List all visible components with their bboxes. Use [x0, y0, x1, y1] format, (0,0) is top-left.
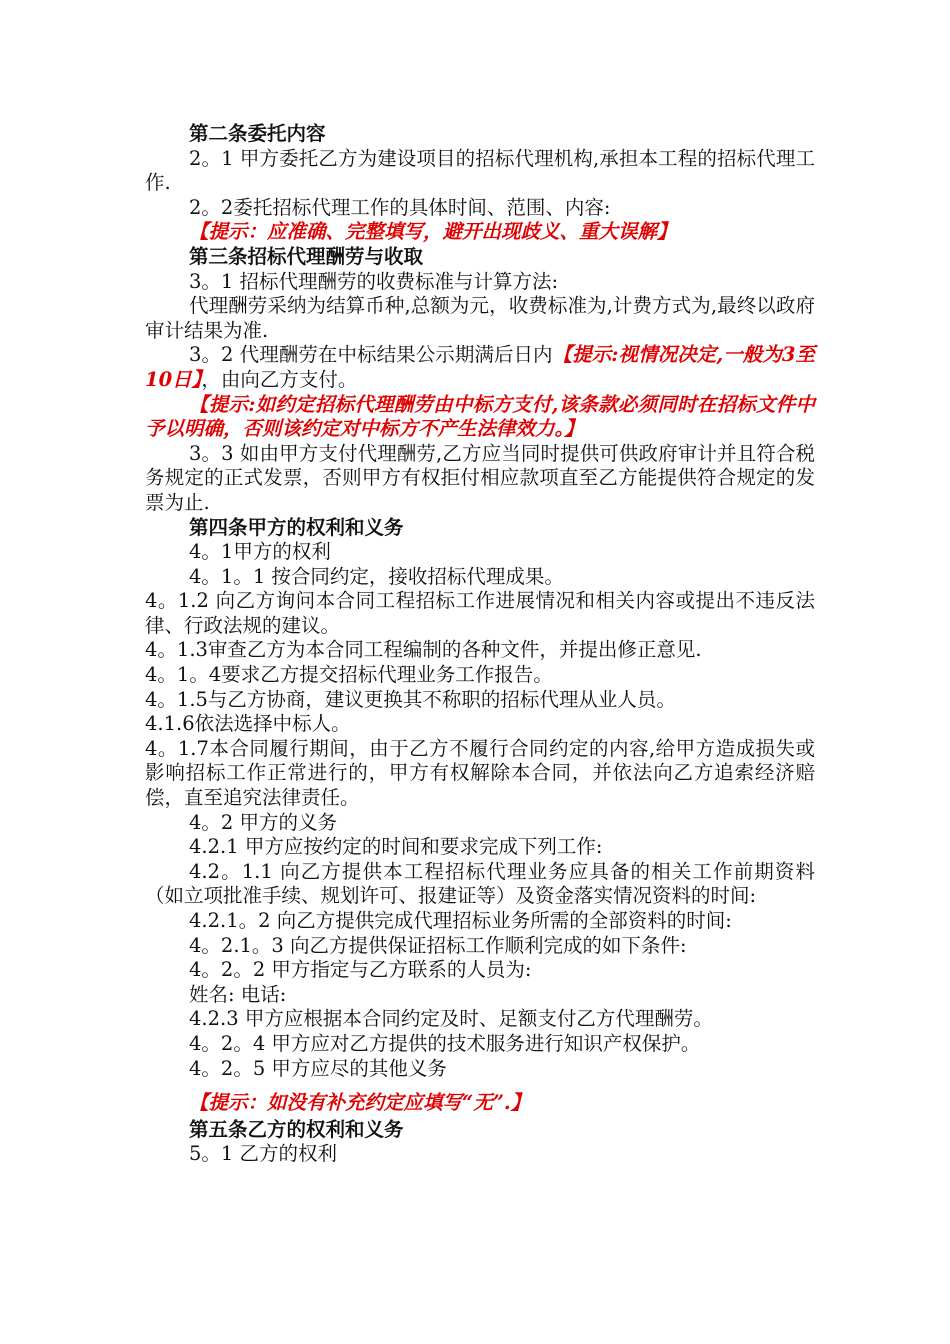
paragraph: 4.2.1 甲方应按约定的时间和要求完成下列工作:: [189, 835, 603, 859]
paragraph: 姓名: 电话:: [189, 982, 287, 1006]
paragraph: 3。3 如由甲方支付代理酬劳,乙方应当同时提供可供政府审计并且符合税务规定的正式发票，否则甲方有权拒付相应款项直至乙方能提供符合规定的发票为止.: [145, 441, 815, 514]
inline-tip: 【提示:视情况决定,一般为3至10日】: [145, 343, 815, 391]
paragraph: 代理酬劳采纳为结算币种,总额为元，收费标准为,计费方式为,最终以政府审计结果为准.: [145, 294, 815, 342]
paragraph: 4.2.3 甲方应根据本合同约定及时、足额支付乙方代理酬劳。: [189, 1007, 713, 1031]
paragraph: 5。1 乙方的权利: [189, 1142, 338, 1166]
section-heading-4: 第四条甲方的权利和义务: [189, 515, 404, 539]
paragraph: 4。1。1 按合同约定，接收招标代理成果。: [189, 564, 564, 588]
paragraph: 4。2。2 甲方指定与乙方联系的人员为:: [189, 958, 532, 982]
paragraph: 4.2.1。2 向乙方提供完成代理招标业务所需的全部资料的时间:: [189, 909, 732, 932]
paragraph: 4。1.2 向乙方询问本合同工程招标工作进展情况和相关内容或提出不违反法律、行政法规的建议。: [145, 589, 815, 637]
section-heading-2: 第二条委托内容: [189, 122, 326, 145]
document-page: [145, 122, 815, 1167]
section-heading-3: 第三条招标代理酬劳与收取: [189, 244, 424, 268]
paragraph: 4。1甲方的权利: [189, 540, 331, 564]
paragraph: 3。1 招标代理酬劳的收费标准与计算方法:: [189, 269, 559, 293]
tip-note: 【提示：如没有补充约定应填写“无”.】: [189, 1091, 531, 1115]
paragraph-text: 3。2 代理酬劳在中标结果公示期满后日内: [189, 343, 553, 367]
paragraph: 4。2。4 甲方应对乙方提供的技术服务进行知识产权保护。: [189, 1031, 701, 1055]
paragraph: 4。1.3审查乙方为本合同工程编制的各种文件，并提出修正意见.: [145, 638, 702, 662]
paragraph: 4.1.6依法选择中标人。: [145, 712, 351, 736]
paragraph: 2。1 甲方委托乙方为建设项目的招标代理机构,承担本工程的招标代理工作.: [145, 146, 815, 195]
paragraph: 4。2。5 甲方应尽的其他义务: [189, 1056, 447, 1080]
paragraph: 2。2委托招标代理工作的具体时间、范围、内容:: [189, 195, 611, 219]
section-heading-5: 第五条乙方的权利和义务: [189, 1117, 404, 1141]
tip-note: 【提示：应准确、完整填写，避开出现歧义、重大误解】: [189, 220, 677, 244]
paragraph: 4。1.5与乙方协商，建议更换其不称职的招标代理从业人员。: [145, 687, 676, 711]
paragraph: 4。2.1。3 向乙方提供保证招标工作顺利完成的如下条件:: [189, 933, 687, 957]
paragraph-text: ，由向乙方支付。: [201, 367, 358, 391]
paragraph: 4.2。1.1 向乙方提供本工程招标代理业务应具备的相关工作前期资料（如立项批准手续、规划许可、报建证等）及资金落实情况资料的时间:: [145, 859, 815, 908]
paragraph-with-tip: [145, 343, 815, 392]
paragraph: 4。2 甲方的义务: [189, 810, 338, 834]
paragraph: 4。1.7本合同履行期间，由于乙方不履行合同约定的内容,给甲方造成损失或影响招标工作正常进行的，甲方有权解除本合同，并依法向乙方追索经济赔偿，直至追究法律责任。: [145, 736, 815, 810]
tip-note: 【提示:如约定招标代理酬劳由中标方支付,该条款必须同时在招标文件中予以明确，否则该约定对中标方不产生法律效力。】: [145, 392, 815, 441]
paragraph: 4。1。4要求乙方提交招标代理业务工作报告。: [145, 663, 553, 687]
